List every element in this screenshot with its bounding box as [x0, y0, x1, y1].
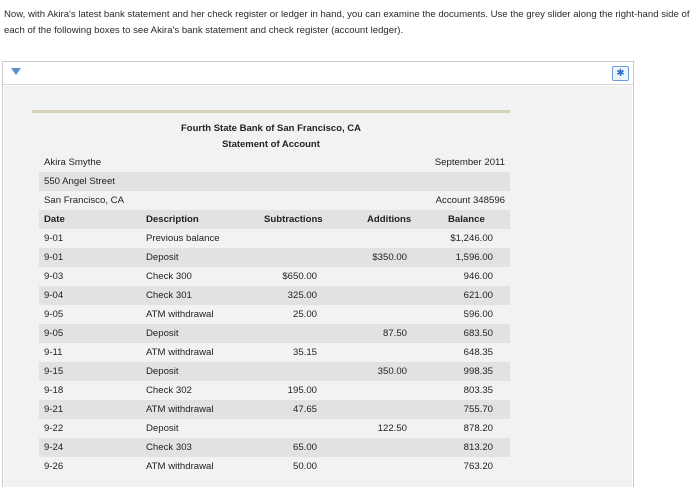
row-description: Check 300	[146, 271, 192, 282]
row-balance: 813.20	[463, 442, 493, 453]
account-number: Account 348596	[435, 195, 505, 206]
divider	[32, 110, 510, 113]
row-date: 9-01	[44, 233, 64, 244]
row-balance: 621.00	[463, 290, 493, 301]
row-balance: 648.35	[463, 347, 493, 358]
row-balance: 755.70	[463, 404, 493, 415]
row-description: Deposit	[146, 252, 179, 263]
row-date: 9-05	[44, 309, 64, 320]
header-additions: Additions	[367, 214, 412, 225]
customer-city: San Francisco, CA	[44, 195, 124, 206]
row-description: ATM withdrawal	[146, 309, 214, 320]
row-date: 9-26	[44, 461, 64, 472]
row-date: 9-15	[44, 366, 64, 377]
table-row	[39, 400, 510, 419]
table-row	[39, 419, 510, 438]
row-addition: 350.00	[377, 366, 407, 377]
table-row	[39, 324, 510, 343]
row-date: 9-04	[44, 290, 64, 301]
bank-name: Fourth State Bank of San Francisco, CA	[181, 123, 361, 134]
row-subtraction: 35.15	[292, 347, 317, 358]
row-date: 9-21	[44, 404, 64, 415]
table-row	[39, 343, 510, 362]
row-addition: 122.50	[377, 423, 407, 434]
row-description: Check 301	[146, 290, 192, 301]
row-description: Check 303	[146, 442, 192, 453]
row-balance: 803.35	[463, 385, 493, 396]
table-row	[39, 267, 510, 286]
row-balance: 1,596.00	[455, 252, 493, 263]
row-subtraction: 195.00	[287, 385, 317, 396]
table-row	[39, 381, 510, 400]
table-row	[39, 438, 510, 457]
row-date: 9-18	[44, 385, 64, 396]
pin-icon[interactable]: ✱	[612, 66, 629, 81]
row-subtraction: 65.00	[292, 442, 317, 453]
row-date: 9-22	[44, 423, 64, 434]
info-row-customer	[39, 153, 510, 172]
row-subtraction: 47.65	[292, 404, 317, 415]
header-date: Date	[44, 214, 65, 225]
row-description: Deposit	[146, 423, 179, 434]
table-header-row	[39, 210, 510, 229]
statement-content	[4, 86, 632, 487]
row-description: Deposit	[146, 366, 179, 377]
row-balance: $1,246.00	[450, 233, 493, 244]
table-row	[39, 305, 510, 324]
table-row	[39, 248, 510, 267]
statement-date: September 2011	[434, 157, 505, 168]
header-subtractions: Subtractions	[264, 214, 323, 225]
header-description: Description	[146, 214, 199, 225]
row-subtraction: 325.00	[287, 290, 317, 301]
row-description: Previous balance	[146, 233, 220, 244]
row-date: 9-24	[44, 442, 64, 453]
table-row	[39, 362, 510, 381]
row-balance: 683.50	[463, 328, 493, 339]
customer-name: Akira Smythe	[44, 157, 102, 168]
row-balance: 763.20	[463, 461, 493, 472]
row-description: ATM withdrawal	[146, 461, 214, 472]
row-description: Check 302	[146, 385, 192, 396]
customer-street: 550 Angel Street	[44, 176, 115, 187]
row-balance: 946.00	[463, 271, 493, 282]
row-date: 9-01	[44, 252, 64, 263]
info-row-street	[39, 172, 510, 191]
bank-statement-panel	[2, 61, 634, 487]
row-balance: 998.35	[463, 366, 493, 377]
row-date: 9-03	[44, 271, 64, 282]
row-subtraction: 25.00	[292, 309, 317, 320]
info-row-city	[39, 191, 510, 210]
row-description: Deposit	[146, 328, 179, 339]
header-balance: Balance	[448, 214, 485, 225]
row-subtraction: $650.00	[282, 271, 317, 282]
row-balance: 878.20	[463, 423, 493, 434]
panel-header	[3, 62, 633, 85]
table-row	[39, 286, 510, 305]
row-description: ATM withdrawal	[146, 404, 214, 415]
triangle-down-icon[interactable]	[11, 68, 21, 75]
instructions-text: Now, with Akira's latest bank statement and her check register or ledger in hand, you can examine the documents. Use the grey slider along the right-hand side of each of the following boxes to see Akira's bank statement and check register (account ledger).	[4, 9, 690, 36]
row-date: 9-11	[44, 347, 63, 358]
statement-title: Statement of Account	[222, 139, 320, 150]
table-row	[39, 457, 510, 476]
row-balance: 596.00	[463, 309, 493, 320]
row-addition: 87.50	[382, 328, 407, 339]
row-date: 9-05	[44, 328, 64, 339]
row-description: ATM withdrawal	[146, 347, 214, 358]
row-addition: $350.00	[372, 252, 407, 263]
row-subtraction: 50.00	[292, 461, 317, 472]
table-row	[39, 229, 510, 248]
